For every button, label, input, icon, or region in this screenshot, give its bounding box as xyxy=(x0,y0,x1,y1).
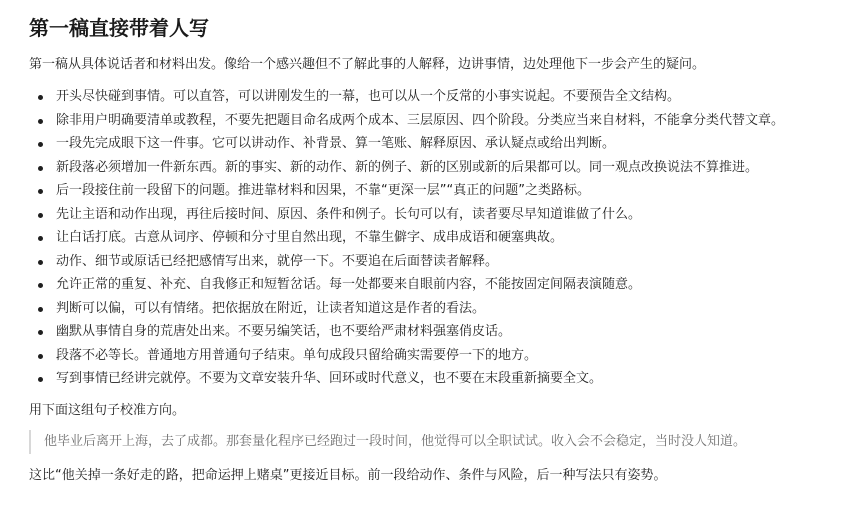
list-item-text: 除非用户明确要清单或教程，不要先把题目命名成两个成本、三层原因、四个阶段。分类应当来自材料，不能拿分类代替文章。 xyxy=(56,112,785,128)
list-item-text: 新段落必须增加一件新东西。新的事实、新的动作、新的例子、新的区别或新的后果都可以。同一观点改换说法不算推进。 xyxy=(56,159,759,175)
list-item-text: 后一段接住前一段留下的问题。推进靠材料和因果，不靠“更深一层”“真正的问题”之类路标。 xyxy=(56,183,590,198)
list-item-text: 写到事情已经讲完就停。不要为文章安装升华、回环或时代意义，也不要在末段重新摘要全文。 xyxy=(56,371,603,386)
bullet-icon xyxy=(38,330,43,335)
bullet-icon xyxy=(38,95,43,100)
list-item-text: 先让主语和动作出现，再往后接时间、原因、条件和例子。长句可以有，读者要尽早知道谁做了什么。 xyxy=(56,206,642,222)
list-item xyxy=(29,299,824,319)
list-item xyxy=(29,322,824,342)
list-item-text: 动作、细节或原话已经把感情写出来，就停一下。不要追在后面替读者解释。 xyxy=(56,253,499,269)
list-item-text: 开头尽快碰到事情。可以直答，可以讲刚发生的一幕，也可以从一个反常的小事实说起。不要预告全文结构。 xyxy=(56,89,681,104)
example-quote: 他毕业后离开上海，去了成都。那套量化程序已经跑过一段时间，他觉得可以全职试试。收入会不会稳定，当时没人知道。 xyxy=(29,430,824,454)
list-item xyxy=(29,369,824,389)
closing-paragraph: 这比“他关掉一条好走的路，把命运押上赌桌”更接近目标。前一段给动作、条件与风险，后一种写法只有姿势。 xyxy=(29,468,667,483)
list-item xyxy=(29,158,824,178)
bullet-icon xyxy=(38,119,43,124)
bullet-icon xyxy=(38,260,43,265)
bullet-icon xyxy=(38,354,43,359)
list-item xyxy=(29,228,824,248)
bullet-icon xyxy=(38,377,43,382)
list-item-text: 段落不必等长。普通地方用普通句子结束。单句成段只留给确实需要停一下的地方。 xyxy=(56,347,538,363)
list-item xyxy=(29,205,824,225)
bullet-icon xyxy=(38,283,43,288)
list-item-text: 一段先完成眼下这一件事。它可以讲动作、补背景、算一笔账、解释原因、承认疑点或给出判断。 xyxy=(56,136,616,151)
bullet-icon xyxy=(38,166,43,171)
list-item xyxy=(29,181,824,201)
rules-list xyxy=(29,87,824,389)
list-item-text: 让白话打底。古意从词序、停顿和分寸里自然出现，不靠生僻字、成串成语和硬塞典故。 xyxy=(56,230,564,245)
list-item xyxy=(29,87,824,107)
list-item xyxy=(29,111,824,131)
document xyxy=(29,14,824,486)
bullet-icon xyxy=(38,142,43,147)
bullet-icon xyxy=(38,213,43,218)
list-item xyxy=(29,134,824,154)
list-item-text: 幽默从事情自身的荒唐处出来。不要另编笑话，也不要给严肃材料强塞俏皮话。 xyxy=(56,324,512,339)
list-item-text: 允许正常的重复、补充、自我修正和短暂岔话。每一处都要来自眼前内容，不能按固定间隔表演随意。 xyxy=(56,277,642,292)
list-item xyxy=(29,346,824,366)
intro-paragraph: 第一稿从具体说话者和材料出发。像给一个感兴趣但不了解此事的人解释，边讲事情，边处理他下一步会产生的疑问。 xyxy=(29,57,706,72)
calibration-lead: 用下面这组句子校准方向。 xyxy=(29,403,186,418)
bullet-icon xyxy=(38,307,43,312)
bullet-icon xyxy=(38,236,43,241)
bullet-icon xyxy=(38,189,43,194)
list-item xyxy=(29,252,824,272)
document-title: 第一稿直接带着人写 xyxy=(29,16,209,40)
list-item xyxy=(29,275,824,295)
list-item-text: 判断可以偏，可以有情绪。把依据放在附近，让读者知道这是作者的看法。 xyxy=(56,300,486,316)
